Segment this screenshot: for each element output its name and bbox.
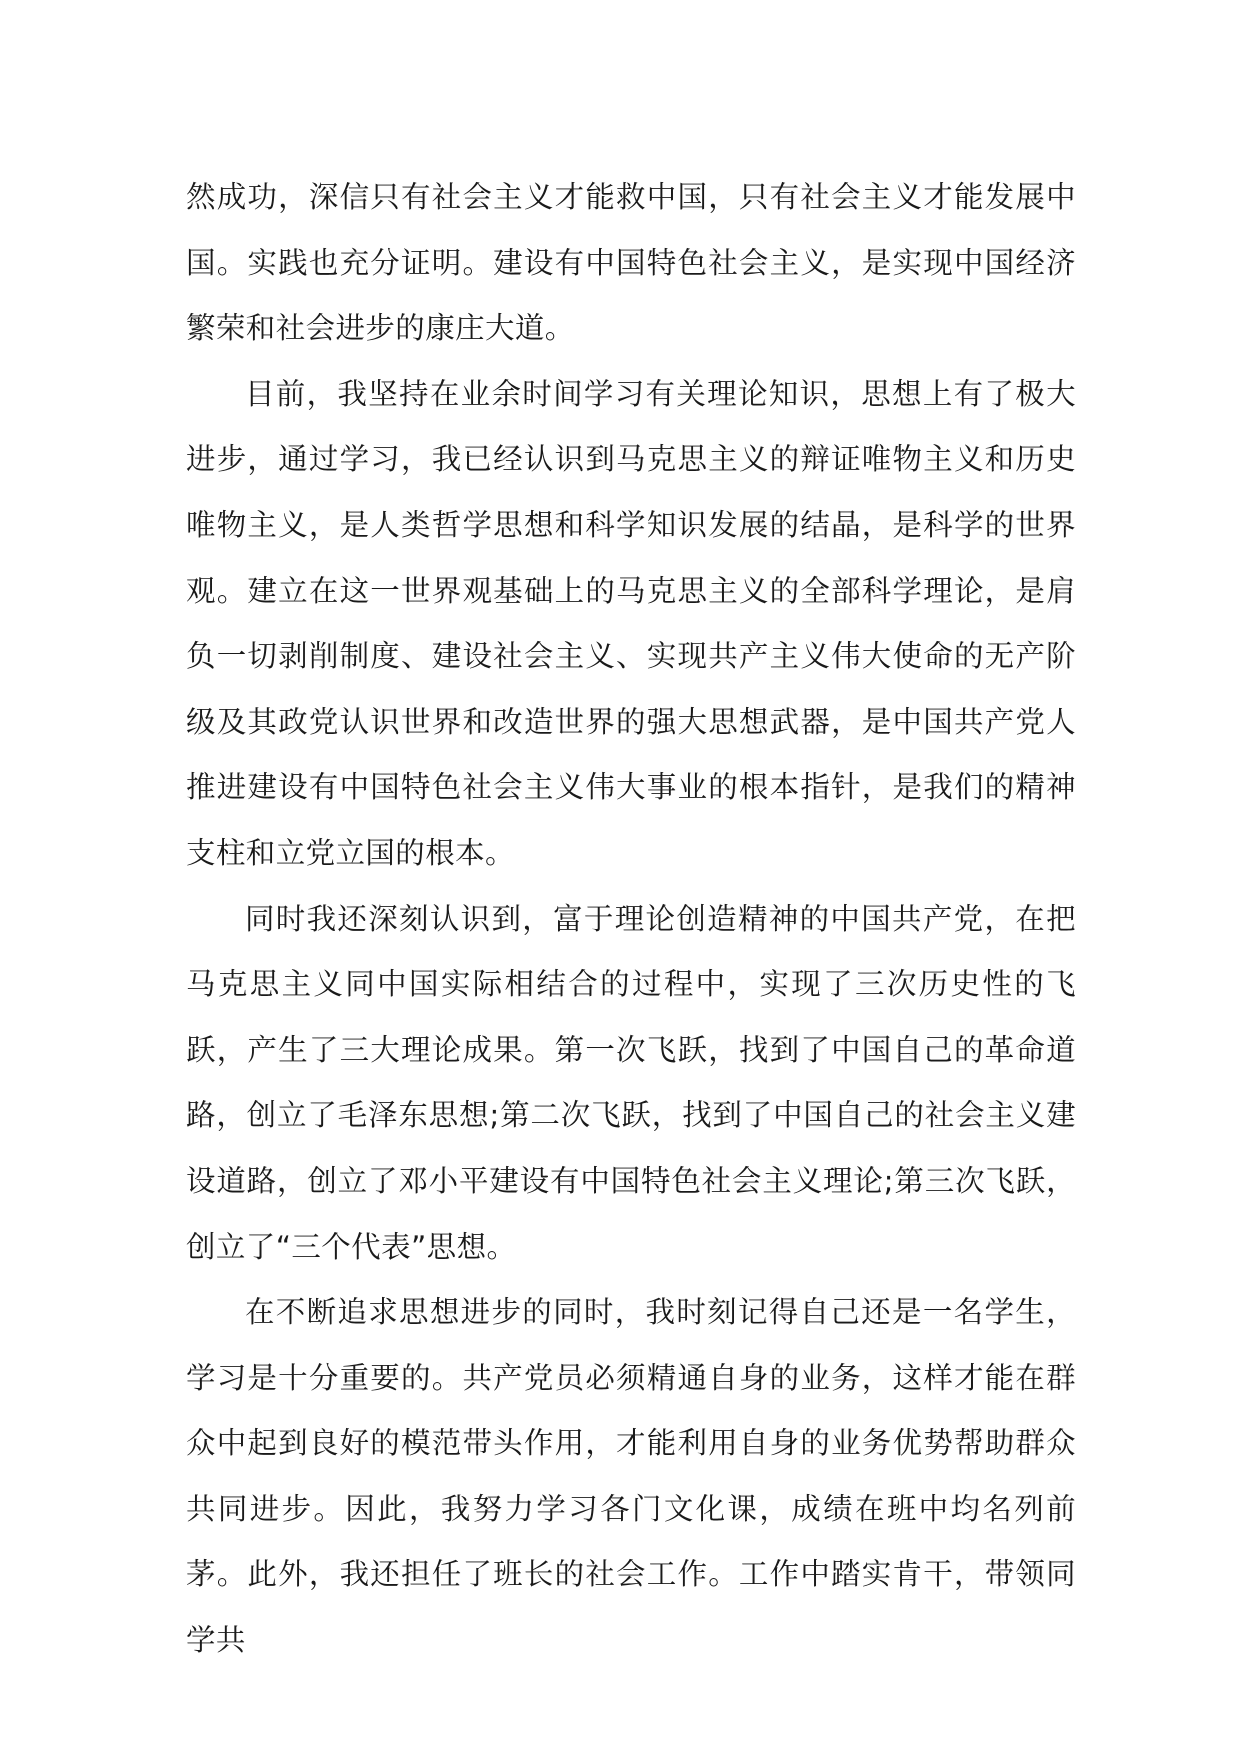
paragraph-1: 然成功，深信只有社会主义才能救中国，只有社会主义才能发展中国。实践也充分证明。建设有中国特色社会主义，是实现中国经济繁荣和社会进步的康庄大道。 (186, 180, 1076, 346)
paragraph-4: 在不断追求思想进步的同时，我时刻记得自己还是一名学生，学习是十分重要的。共产党员必须精通自身的业务，这样才能在群众中起到良好的模范带头作用，才能利用自身的业务优势帮助群众共同进步。因此，我努力学习各门文化课，成绩在班中均名列前茅。此外，我还担任了班长的社会工作。工作中踏实肯干，带领同学共 (186, 1295, 1076, 1658)
document-body (186, 165, 1076, 1674)
paragraph-3: 同时我还深刻认识到，富于理论创造精神的中国共产党，在把马克思主义同中国实际相结合的过程中，实现了三次历史性的飞跃，产生了三大理论成果。第一次飞跃，找到了中国自己的革命道路，创立了毛泽东思想;第二次飞跃，找到了中国自己的社会主义建设道路，创立了邓小平建设有中国特色社会主义理论;第三次飞跃，创立了“三个代表”思想。 (186, 901, 1076, 1264)
paragraph-2: 目前，我坚持在业余时间学习有关理论知识，思想上有了极大进步，通过学习，我已经认识到马克思主义的辩证唯物主义和历史唯物主义，是人类哲学思想和科学知识发展的结晶，是科学的世界观。建立在这一世界观基础上的马克思主义的全部科学理论，是肩负一切剥削制度、建设社会主义、实现共产主义伟大使命的无产阶级及其政党认识世界和改造世界的强大思想武器，是中国共产党人推进建设有中国特色社会主义伟大事业的根本指针，是我们的精神支柱和立党立国的根本。 (186, 376, 1076, 870)
